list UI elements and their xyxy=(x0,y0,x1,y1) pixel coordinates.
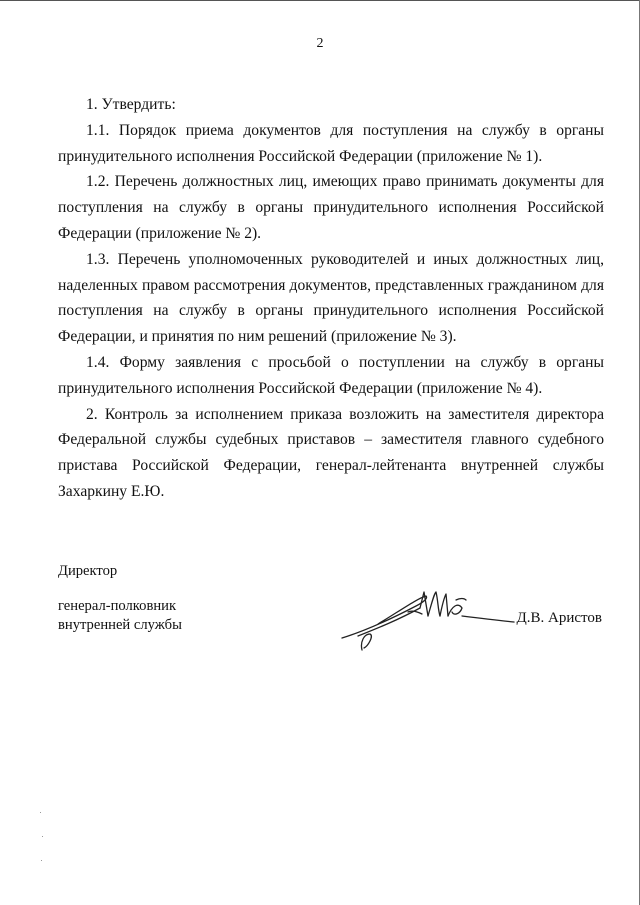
order-body xyxy=(58,92,604,505)
paragraph-2-control: 2. Контроль за исполнением приказа возложить на заместителя директора Федеральной службы судебных приставов – заместителя главного судебного пристава Российской Федерации, генерал-лейтенанта внутренней службы Захаркину Е.Ю. xyxy=(58,405,604,500)
signatory-rank-line1: генерал-полковник xyxy=(58,598,177,614)
paragraph-1-2: 1.2. Перечень должностных лиц, имеющих право принимать документы для поступления на службу в органы принудительного исполнения Российской Федерации (приложение № 2). xyxy=(58,173,604,242)
page-number: 2 xyxy=(316,36,324,51)
signatory-rank xyxy=(58,597,182,635)
paragraph-approve: 1. Утвердить: xyxy=(86,96,176,113)
paragraph-1-3: 1.3. Перечень уполномоченных руководителей и иных должностных лиц, наделенных правом рассмотрения документов, представленных гражданином для поступления на службу в органы принудительного исполнения Российской Федерации, и принятия по ним решений (приложение № 3). xyxy=(58,250,604,346)
paragraph-1-1: 1.1. Порядок приема документов для поступления на службу в органы принудительного исполнения Российской Федерации (приложение № 1). xyxy=(58,121,604,165)
scan-speck xyxy=(42,836,43,837)
signatory-rank-line2: внутренней службы xyxy=(58,617,182,633)
scan-speck xyxy=(41,860,42,861)
scan-speck xyxy=(40,812,41,813)
signatory-name: Д.В. Аристов xyxy=(516,610,602,626)
scan-edge-top xyxy=(0,0,640,1)
paragraph-1-4: 1.4. Форму заявления с просьбой о поступлении на службу в органы принудительного исполнения Российской Федерации (приложение № 4). xyxy=(58,353,604,397)
signatory-position: Директор xyxy=(58,563,118,579)
handwritten-signature xyxy=(338,588,518,658)
